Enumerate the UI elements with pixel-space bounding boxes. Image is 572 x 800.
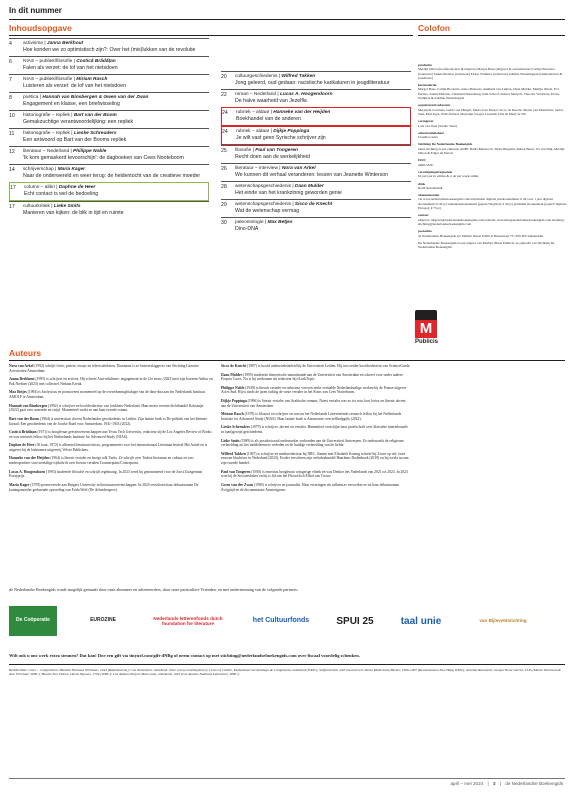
author-name: Bart van der Boom (9, 416, 40, 421)
toc-entry-text (235, 220, 411, 233)
author-bio (9, 443, 214, 452)
toc-entry (9, 92, 209, 110)
toc-category: rubriek – aldaar | (236, 110, 274, 115)
author-name: Lucas A. Hoogendoorn (9, 469, 46, 474)
toc-entry (221, 145, 411, 163)
toc-author: Nora van Arkel (281, 166, 316, 171)
support-appeal: Wilt ook u ons werk extra steunen? Dat kan! Doe een gift via tinyurl.com/gift-dNBg of neem contact op met stichting@nederlandseboekengids.com over fiscaal voordelig schenken. (9, 653, 360, 658)
toc-category: historiografie – repliek | (23, 131, 74, 136)
toc-author: Hanneke van der Heijden (273, 110, 331, 115)
toc-entry-text (235, 74, 411, 87)
toc-entry-text (236, 110, 410, 123)
toc-page-number: 4 (9, 41, 12, 47)
toc-author: Janna Berkhout (46, 41, 84, 46)
toc-category: activisme | (23, 41, 47, 46)
toc-category: schrijverschap | (23, 167, 58, 172)
toc-heading: Inhoudsopgave (9, 23, 72, 33)
author-bio (221, 386, 411, 395)
toc-author: Hannah van Binsbergen & Gwen van der Zwan (42, 95, 149, 100)
toc-category: wetenschapsgeschiedenis | (235, 202, 295, 207)
sponsor-logo: SPUI 25 (335, 606, 375, 636)
author-bio-text: (1949) is literair vertaler en redacteur van een reeks vertaalde Nederlandstalige werken bij de Franse uitgever Actes Sud. Hij is sinds de jaren tachtig de vaste vertaler in het Frans van Cees Nooteboom. (221, 385, 407, 395)
toc-entry (9, 38, 209, 56)
toc-entry-text (23, 95, 209, 108)
authors-column-1 (9, 364, 214, 496)
toc-page-number: 17 (10, 185, 16, 191)
toc-category: filosofie | (235, 148, 256, 153)
author-bio (221, 373, 411, 382)
colofon-label: abonnementen (418, 193, 440, 198)
colofon-block (418, 170, 568, 179)
header-rule (9, 19, 565, 20)
toc-entry-text (23, 131, 209, 144)
colofon-label: verschijningsfrequentie (418, 169, 453, 174)
page-header: In dit nummer (9, 6, 62, 15)
colofon-text: Margot Baas, Catlijn Boonstra, Jesko Brouwer, Adelheid van Luijten, Daan Mulder, Merlijn Olnon, Evi Peeters, Saskia Pieterse, Christiaan Rasenberg, Kim Schoof, Kristel Smeyers, Theodor Verdonck, Eloise Wolkiers & Adeline Westerkappel (418, 87, 560, 101)
toc-entry-title: We kunnen dit verhaal veranderen: lessen van Jeanette Winterson (235, 172, 389, 179)
author-bio-text: (1950) is emeritus hoogleraar wijsgerige ethiek en was Denker des Vaderlands van 2021 tot 2023. In 2023 won hij de Socratesbeker en hij is lid van het Filosofisch Elftal van Trouw. (221, 469, 408, 479)
author-bio (9, 430, 214, 439)
toc-category: literatuur – Nederland | (23, 149, 74, 154)
colofon-text: De Nederlandse Boekengids is een uitgave van Merlijn Olnon Publicis, in opdracht van Stichting De Nederlandse Boekengids (418, 240, 555, 250)
publicis-logo-letter: M (419, 320, 433, 337)
toc-entry-title: Jong geleerd, oud gedaan: racistische karikaturen in jeugdliteratuur (235, 80, 390, 87)
author-bio-text: (1971) is hoogleraar geesteswetenschappen aan Texas Tech University, redacteur bij de Los Angeles Review of Books en was research fellow bij het Netherlands Institute for Advanced Study (NIAS). (9, 430, 212, 439)
toc-category: rubriek – aldaar | (236, 129, 274, 134)
toc-entry (221, 126, 411, 145)
colofon-block (418, 83, 568, 100)
colofon-text: via www.nederlandseboekengids.com/webwinkel digitaal jaarabonnement: € 26 voor 1 jaar digitaal abonnement: € 40 p/j studentenabonnement (papier+digitaal): € 40 p/j premium abonnement (papier+digitaal, Europa): € 75 p/j (418, 197, 567, 211)
author-bio-text: (Al haar, 1972) is alboeaal literatuurcriticus, programmeert voor het internationaal Literatuurfestival Het Aarde en is uitgever bij de lesbiaanse uitgeverij Velvet Publishers. (9, 443, 208, 452)
author-bio-text: (1990) is schrijver en journalist. Haar ervaringen als influencer verwerkte ze tot haar debuutroman Zwijgtijd en de documentaire Amsterigram. (221, 482, 400, 492)
toc-author: Daan Mulder (294, 184, 324, 189)
colofon-label: kernredactie (418, 83, 437, 88)
toc-entry-title: Echt contact is wel de bedoeling (24, 191, 99, 198)
toc-category: poëtica | (23, 95, 43, 100)
author-name: Gwen van der Zwan (221, 482, 253, 487)
toc-entry-title: Engagement en klasse, een briefwisseling (23, 101, 120, 108)
toc-entry (221, 71, 411, 89)
toc-entry-text (23, 113, 209, 126)
toc-entry-title: Dino-DNA (235, 226, 259, 233)
toc-author: Maria Kager (57, 167, 86, 172)
authors-rule (9, 360, 565, 361)
toc-page-number: 26 (221, 166, 227, 172)
toc-page-number: 8 (9, 95, 12, 101)
toc-author: Max Betjes (267, 220, 293, 225)
toc-author: Lucas A. Hoogendoorn (279, 92, 333, 97)
toc-entry-text (23, 59, 209, 72)
author-name: Wilfred Takken (221, 451, 246, 456)
colofon-block (418, 193, 568, 210)
toc-rule (9, 35, 413, 36)
toc-category: cultuurkritiek | (23, 204, 54, 209)
toc-page-number: 30 (221, 220, 227, 226)
publicis-logo (415, 310, 441, 345)
colofon-block (418, 103, 568, 116)
author-bio (221, 364, 411, 369)
footer-rule (9, 778, 565, 779)
toc-entry-text (235, 92, 411, 105)
sponsor-logo: EUROZINE (78, 606, 128, 636)
author-bio (221, 412, 411, 421)
toc-entry (221, 89, 411, 107)
toc-author: Philippe Noble (73, 149, 107, 154)
footer-page: 3 (492, 781, 496, 786)
toc-category: paleontologie | (235, 220, 268, 225)
colofon (418, 63, 568, 252)
author-bio (9, 404, 214, 413)
toc-entry-title: Falen als verzet: de lof van het nietsdoen (23, 65, 118, 72)
author-bio-text: (1992) is schrijver en hoofdredacteur van Jonkheer Nederland. Haar meest recente dichtbundel Koksmijn (2022) gaat over armoede en strijd. Momenteel werkt ze aan haar tweede roman. (9, 403, 204, 413)
sponsor-logos (9, 600, 565, 642)
page-footer: april – mei 2024 | 3 | de Nederlandse Boekengids (450, 781, 563, 786)
author-bio (221, 425, 411, 434)
author-bio (9, 417, 214, 426)
author-name: Miriam Rasch (221, 412, 244, 417)
author-bio (9, 377, 214, 386)
toc-page-number: 11 (9, 131, 15, 137)
author-bio-text: (1967) is schrijver en mediaredacteur bij NRC. Samen met Elisabeth Koning schreef hij Zwart op wit: twee eeuwen blackface in Nederland (2023). Eerder verscheen zijn verhalenbundel Haarlems Dodenboek (2019) en hij werkt nu aan zijn tweede bundel. (221, 451, 409, 466)
author-bio-text: (1978) is filosoof en schrijver en was nu het Nederlands Letterenfonds research fellow bij het Netherlands Institute for Advanced Study (NIAS). Haar laatste boek is Autonomie: een zelfhulpgids (2022). (221, 412, 402, 421)
author-bio (221, 452, 411, 466)
toc-entry-text (23, 204, 209, 217)
colofon-label: druk (418, 181, 426, 186)
author-bio (221, 439, 411, 448)
author-name: Daan Mulder (221, 372, 243, 377)
toc-entry-text (23, 41, 209, 54)
toc-entry-title: De halve waarheid van Jezelfla (235, 98, 307, 105)
colofon-block (418, 142, 568, 155)
footer-date: april – mei 2024 (450, 781, 484, 786)
toc-entry-text (235, 184, 411, 197)
toc-left-column (9, 38, 209, 219)
toc-author: Dijkje Poppinga (273, 129, 310, 134)
toc-page-number: 24 (222, 110, 228, 116)
author-bio (9, 456, 214, 465)
colofon-text: de Nederlandse Boekengids p/a Merlijn Olnon Publicis Blaeustraat 73 1076 DN Amsterdam (418, 233, 544, 238)
author-name: Paul van Tongeren (221, 469, 251, 474)
toc-entry-title: Hoe konden we zo optimistisch zijn?: Over het (mis)lukken van de revolutie (23, 47, 196, 54)
colofon-block (418, 241, 568, 250)
toc-entry (221, 163, 411, 181)
colofon-label: productie (418, 63, 432, 67)
colofon-text: uitgever: uitgever@nederlandseboekengids.com redactie: secretaris@nederlandseboekengids.com stichting: stichting@nederlandseboekengids.com (418, 217, 565, 226)
colofon-block (418, 119, 568, 128)
author-name: Lieke Smits (221, 438, 240, 443)
toc-author: Costică Brădățan (76, 59, 116, 64)
colofon-text: Roelf Rotatiedruk (418, 185, 443, 190)
sponsor-logo: taal unie (396, 606, 446, 636)
toc-author: Sicco de Knecht (294, 202, 333, 207)
toc-entry (9, 110, 209, 128)
toc-entry-title: Recht doen aan de werkelijkheid (235, 154, 310, 161)
toc-category: column – alibri | (24, 185, 59, 190)
toc-category: NIAS – publiek/filosofie | (23, 59, 77, 64)
author-bio-text: (1964) is universitair docent Nederlandse geschiedenis in Leiden. Zijn laatste boek is De politiek van het kleinste kwaad. Een geschiedenis van de Joodse Raad voor Amsterdam, 1941-1943 (2022). (9, 416, 208, 426)
colofon-block (418, 131, 568, 140)
toc-entry (221, 181, 411, 199)
toc-page-number: 20 (221, 74, 227, 80)
colofon-text: Merjolein Courtens, Guido van Hengel, Maria-José Klaver, Sicco de Knecht, Monet van Monsfrans, Guido Snel, Paul Teyn, Wim Verbaal, Marjolijn Voogel, Liesbeth Vliet & Marij de Wit (418, 107, 564, 116)
author-bio (9, 364, 214, 373)
colofon-text: Claudia Castro (418, 135, 439, 140)
toc-entry-text (236, 129, 410, 142)
toc-entry-text (23, 167, 209, 180)
toc-entry (9, 201, 209, 219)
sponsors-intro: de Nederlandse Boekengids wordt mogelijk gemaakt door onze abonnees en adverteerders, door onze particuliere Vrienden, en met ondersteuning van de volgende partners: (9, 587, 299, 592)
toc-page-number: 22 (221, 92, 227, 98)
authors-heading: Auteurs (9, 348, 42, 358)
toc-page-number: 29 (221, 202, 227, 208)
toc-page-number: 28 (221, 184, 227, 190)
toc-author: Miriam Rasch (76, 77, 108, 82)
footer-publication: de Nederlandse Boekengids (505, 781, 563, 786)
toc-page-number: 10 (9, 113, 15, 119)
toc-entry (9, 146, 209, 164)
colofon-block (418, 158, 568, 167)
author-bio (9, 390, 214, 399)
sponsor-logo: van Bijleveldstichting (467, 606, 539, 636)
toc-entry-text (235, 166, 411, 179)
toc-entry-title: Naar de onderwereld en weer terug: de heldentocht van de creatieve moeder (23, 173, 201, 180)
credits-rule (9, 664, 565, 665)
colofon-text: Loïs van Veen (Studio Veen) (418, 123, 457, 128)
colofon-heading: Colofon (418, 23, 451, 33)
toc-entry-title: Het einde van het krankzinnig geworden genie (235, 190, 342, 197)
toc-author: Bart van der Boom (73, 113, 117, 118)
toc-entry-title: Je wilt vast geen Syrische schrijver zijn (236, 135, 326, 142)
toc-author: Wilfred Takken (281, 74, 316, 79)
colofon-label: contact (418, 213, 429, 218)
colofon-label: postadres (418, 229, 432, 234)
sponsor-logo: Nederlands letterenfonds dutch foundation for literature (149, 606, 227, 636)
author-name: Max Betjes (9, 390, 27, 395)
colofon-label: ISSN (418, 158, 426, 163)
author-name: Hannah van Binsbergen (9, 403, 48, 408)
colofon-label: acquirerend redacteur (418, 103, 451, 108)
toc-entry-title: Manieren van kijken: de blik in tijd en ruimte (23, 210, 124, 217)
toc-entry-title: 'Ik kom gemaskerd tevoorschijn': de dagboeken van Cees Nooteboom (23, 155, 184, 162)
colofon-block (418, 213, 568, 226)
toc-category: wetenschapsgeschiedenis | (235, 184, 295, 189)
author-bio (9, 470, 214, 479)
toc-author: Lieke Smits (53, 204, 81, 209)
toc-entry-title: Wat de wetenschap vermag (235, 208, 300, 215)
colofon-text: 6x per jaar in edities & 2-4x per week online (418, 174, 479, 179)
author-bio-text: (1995) studeerde theoretische natuurkunde aan de Universiteit van Amsterdam en schreef voor onder andere Propria Cures. Nu is hij werkzaam als redacteur bij eLinkTopic. (221, 372, 403, 382)
author-bio-text: (1979) is schrijver, docent en vertaler. Binnenkort verschijnt haar proefschrift over klassieke intertekstuele in (aan)gewijd geschiedenis. (221, 425, 408, 435)
author-name: Lieske Schreuders (221, 425, 250, 430)
toc-page-number: 17 (9, 204, 15, 210)
author-bio-text: (1996) is literair vertaler van Arabische romans. Nuest vertaler was ze tot voor kort lector en literair docent aan de Universiteit van Amsterdam. (221, 398, 406, 408)
toc-page-number: 12 (9, 149, 15, 155)
toc-page-number: 7 (9, 77, 12, 83)
colofon-label: Stichting De Nederlandse Boekengids (418, 142, 473, 147)
toc-entry-text (235, 148, 411, 161)
author-bio (9, 483, 214, 492)
colofon-text: 2468-5526 (418, 162, 433, 167)
image-credits: Beeldcredits: cover – Composition, Hendrik Nicolaas Werkman, 1944 (Rijksmuseum); Cas Illustraties, onbekend, 2022 (www.creativbyderer); Ursus of Castile, Kathedraal van Santiago de Compostela, onbekend (WMC); Selfportretten with hat and veil, Paula Modersohn-Becker, 1906-1907 (Kunstmuseum Den Haag WMC); Antonio Ravenzoli, Jacopo Tiene Garcia, 1545 (Museo Nacional de Arte Virreinal; WMC); Hoenis Een Thiene, David Vignons, 1704 (WMC); Los Alamos Project Main Gate, onbekend, 1945 (Los Alamos National Laboratory WMC). (9, 668, 561, 677)
toc-entry (9, 56, 209, 74)
toc-entry-text (23, 149, 209, 162)
toc-entry (221, 217, 411, 235)
toc-author: Lieske Schreuders (73, 131, 117, 136)
author-bio-text: (1989) is als postdoctoraal onderzoeker verbonden aan de Universiteit Antwerpen. Ze onderzoekt de religieuze verbeelding uit het middeleeuwse verleden en de huidige verbeelding van de liefde. (221, 438, 404, 448)
author-bio-text: (1993) studeerde filosofie en schrijft regelmatig. In 2023 werd hij genomineerd voor de Joost Zwagerman Essayprijs. (9, 469, 203, 479)
toc-right-column (221, 71, 411, 235)
toc-category: cultuurgeschiedenis | (235, 74, 282, 79)
toc-category: roman – Nederland | (235, 92, 280, 97)
toc-entry (221, 107, 411, 126)
toc-page-number: 14 (9, 167, 15, 173)
toc-entry-title: Een antwoord op Bart van der Booms repliek (23, 137, 127, 144)
author-bio (221, 470, 411, 479)
toc-entry-title: Luisteren als verzet: de lof van het nietsdoen (23, 83, 126, 90)
toc-entry (9, 128, 209, 146)
toc-entry (9, 74, 209, 92)
toc-page-number: 6 (9, 59, 12, 65)
toc-author: Paul van Tongeren (255, 148, 298, 153)
author-bio-text: (1978) promoveerde aan Rutgers University in literatuurwetenschappen. In 2024 verschoen haar debuutroman De koningsmoeder gedurende opvoeding van Frida Wolf (De Arbeiderspers). (9, 482, 199, 492)
colofon-label: advertentiebeheer (418, 130, 445, 135)
toc-category: NIAS – publiek/filosofie | (23, 77, 77, 82)
author-name: Maria Kager (9, 482, 30, 487)
colofon-text: Merlijn Olnon (hoofdredacteur & uitgever) Margot Baas (uitgever & webredacteur) Catlijn Boonstra (redacteur) Saskia Pieterse (redacteur) Eloise Wolkiers (redacteur) Adeline Westerkappel (eindredacteur & proeflezer) (418, 67, 563, 80)
authors-column-2 (221, 364, 411, 496)
author-name: Daphne de Heer (9, 443, 35, 448)
author-name: Dijkje Poppinga (221, 398, 247, 403)
toc-entry-text (23, 77, 209, 90)
author-bio-text: (1994) is biofysicus en promoveert momenteel op de overrekeningbiologie van de dino-dna aan het Nederlands Instituut AMOLF te Amsterdam. (9, 390, 206, 400)
author-name: Philippe Noble (221, 385, 245, 390)
toc-page-number: 24 (222, 129, 228, 135)
toc-page-number: 25 (221, 148, 227, 154)
toc-entry-title: Boekhandel van de anderen (236, 116, 301, 123)
toc-category: literatuur – interview | (235, 166, 282, 171)
publicis-logo-word: Publicis (415, 339, 439, 345)
colofon-block (418, 229, 568, 238)
sponsor-logo: De Coöperatie (9, 606, 57, 636)
sponsor-logo: het Cultuurfonds (248, 606, 314, 636)
toc-entry (9, 182, 209, 201)
toc-entry-title: Gemakzuchtige verantwoordelijking: een repliek (23, 119, 134, 126)
author-bio-text: (1992) schrijft fictie, poëzie, essays en televisieteksten. Daarnaast is ze huisverslaggever van Stichting Literaire Activiteiten Amsterdam. (9, 364, 199, 373)
author-name: Costică Brădățan (9, 430, 37, 435)
toc-author: Daphne de Heer (58, 185, 96, 190)
colofon-block (418, 182, 568, 191)
toc-entry-text (235, 202, 411, 215)
toc-entry-text (24, 185, 208, 198)
author-bio-text: (1995) is schrijver en activist. Hij schreef Anti-nihilisme: engagement in de 21e eeuw (2023) met zijn boezem Arthur en Pak Nieboer (2023) met collectief Nedaan Kreuk. (9, 377, 213, 386)
author-name: Hanneke van der Heijden (9, 456, 50, 461)
colofon-block (418, 63, 568, 80)
author-bio (221, 483, 411, 492)
author-name: Sicco de Knecht (221, 364, 247, 368)
author-bio-text: (1964) is literair vertaler en bezigt tolk Turks. Ze schrijft over Turkse literatuur en cultuur en was medeoprichter van tweetalige tijdschrift over literair vertalen Counterpoint/Contrepoint. (9, 456, 194, 466)
author-name: Nora van Arkel (9, 364, 34, 368)
colofon-label: vormgever (418, 119, 434, 124)
author-bio (221, 399, 411, 408)
colofon-text: Onze stichting is een culturele ANBI. Bodia Bentaroch, Tijrke Bergeim, Ruben Buwe, Yn van Dijk, Merlijn Olnon & Edgar du Perron (418, 146, 565, 156)
colofon-rule (418, 35, 565, 36)
toc-category: historiografie – repliek | (23, 113, 74, 118)
toc-entry (221, 199, 411, 217)
author-name: Janna Berkhout (9, 377, 35, 382)
toc-entry (9, 164, 209, 182)
author-bio-text: (1987) is hoofd onderzoeksbeleid bij de Universiteit Leiden. Hij was eerder hoofdredacteur van ScienceGuide. (247, 364, 411, 368)
